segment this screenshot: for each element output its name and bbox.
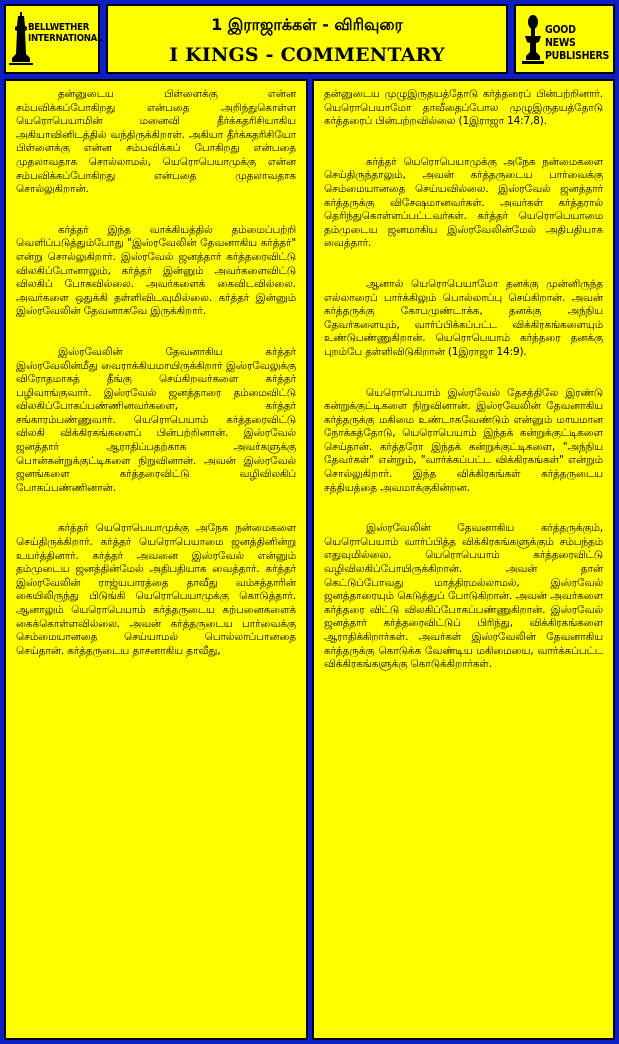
bellwether-logo-box — [4, 4, 103, 74]
left-paragraph-1: தன்னுடைய பிள்ளைக்கு என்ன சம்பவிக்கப்போகிறது என்பதை அறிந்துகொள்ள யெரொபெயாமின் மனைவி தீர்க்கதரிசியாகிய அகியாவினிடத்தில் வந்திருக்கிறாள். அகியா தீர்க்கதரிசியோ பிள்ளைக்கு என்ன சம்பவிக்கப் போகிறது என்பதை முதலாவதாக சொல்லாமல், யெரொபெயாமுக்கு என்ன சம்பவிக்கப்போகிறது என்பதை முதலாவதாக சொல்லுகிறான். — [16, 88, 296, 196]
right-paragraph-1: தன்னுடைய முழுஇருதயத்தோடு கர்த்தரைப் பின்பற்றினார். யெரொபெயாமோ தாவீதைப்போல முழுஇருதயத்தோடு கர்த்தரைப் பின்பற்றவில்லை (1இராஜா 14:7,8). — [324, 88, 603, 128]
good-news-logo-box — [514, 4, 615, 74]
right-paragraph-2: கர்த்தர் யெரொபெயாமுக்கு அநேக நன்மைகளை செய்திருந்தாலும், அவன் கர்த்தருடைய பார்வைக்கு செம்மையானதை செய்யவில்லை. இஸ்ரவேல் ஜனத்தார் கர்த்தருக்கு விசேஷமானவர்கள். அவர்கள் கர்த்தரால் தெரிந்துகொள்ளப்பட்டவர்கள். கர்த்தர் யெரொபெயாமை தம்முடைய ஜனமாகிய இஸ்ரவேலின்மேல் அதிபதியாக வைத்தார். — [324, 155, 603, 250]
logo-left-line-2: INTERNATIONAL — [28, 33, 103, 44]
right-paragraph-3: ஆனால் யெரொபெயாமோ தனக்கு முன்னிருந்த எல்லாரைப் பார்க்கிலும் பொல்லாப்பு செய்கிறான். அவன் கர்த்தருக்கு கோபமுண்டாக்க, தனக்கு அந்நிய தேவர்களையும், வார்ப்பிக்கப்பட்ட விக்கிரகங்களையும் உண்டுபண்ணுகிறான். யெரொபெயாம் கர்த்தரை தனக்கு புறம்பே தள்ளிவிடுகிறான் (1இராஜா 14:9). — [324, 277, 603, 358]
right-paragraph-4: யெரொபெயாம் இஸ்ரவேல் தேசத்திலே இரண்டு கன்றுக்குட்டிகளை நிறுவினான். இஸ்ரவேலின் தேவனாகிய கர்த்தருக்கு மகிமை உண்டாகவேண்டும் என்னும் மாயமான நோக்கத்தோடு, யெரொபெயாம் இந்தக் கன்றுக்குட்டிகளை செய்தான். கர்த்தரோ இந்தக் கன்றுக்குட்டிகளை, "அந்நிய தேவர்கள்" என்றும், "வார்க்கப்பட்ட விக்கிரகங்கள்" என்றும் சொல்லுகிறார். இந்த விக்கிரகங்கள் கர்த்தருடைய சத்தியத்தை அவமாக்குகின்றன. — [324, 386, 603, 494]
logo-left-line-1: BELLWETHER — [28, 22, 90, 33]
good-news-logo-text — [545, 23, 609, 62]
right-column — [312, 79, 615, 1040]
left-paragraph-4: கர்த்தர் யெரொபெயாமுக்கு அநேக நன்மைகளை செய்திருக்கிறார். கர்த்தர் யெரொபெயாமை ஜனத்தினின்று உயர்த்தினார். கர்த்தர் அவனை இஸ்ரவேல் என்னும் தம்முடைய ஜனத்தின்மேல் அதிபதியாக வைத்தார். கர்த்தர் இஸ்ரவேலின் ராஜ்யபாரத்தை தாவீது வம்சத்தாரின் கையிலிருந்து பிடுங்கி யெரொபெயாமுக்கு கொடுத்தார். ஆனாலும் யெரொபெயாம் கர்த்தருடைய கற்பனைகளைக் கைக்கொள்ளவில்லை. அவன் கர்த்தருடைய பார்வைக்கு செம்மையானதை செய்யாமல் பொல்லாப்பானதை செய்தான். கர்த்தருடைய தாசனாகிய தாவீது, — [16, 522, 296, 657]
page-title-tamil: 1 இராஜாக்கள் - விரிவுரை — [211, 15, 403, 34]
left-paragraph-2: கர்த்தர் இந்த வாக்கியத்தில் தம்மைப்பற்றி வெளிப்படுத்தும்போது "இஸ்ரவேலின் தேவனாகிய கர்த்தர்" என்று சொல்லுகிறார். இஸ்ரவேல் ஜனத்தார் கர்த்தரைவிட்டு விலகிப்போனாலும், கர்த்தர் இன்னும் அவர்களைவிட்டு விலகிப் போகவில்லை. அவர்களைக் கைவிடவில்லை. அவர்களை ஒதுக்கி தள்ளிவிடவுமில்லை. கர்த்தர் இன்னும் இஸ்ரவேலின் தேவனாகவே இருக்கிறார். — [16, 223, 296, 318]
left-paragraph-3: இஸ்ரவேலின் தேவனாகிய கர்த்தர் இஸ்ரவேலின்மீது வைராக்கியமாயிருக்கிறார் இஸ்ரவேலுக்கு விரோதமாகத் தீங்கு செய்கிறவர்களை கர்த்தர் பழிவாங்குவார். இஸ்ரவேல் ஜனத்தாரை தம்மைவிட்டு விலகிப்போகப்பண்ணினவர்களை, கர்த்தர் சங்காரம்பண்ணுவார். யெரொபெயாம் கர்த்தரைவிட்டு விலகி விக்கிரகங்களைப் பின்பற்றினான். இஸ்ரவேல் ஜனத்தார் ஆராதிப்பதற்காக அவர்களுக்கு பொன்கன்றுக்குட்டிகளை நிறுவினான். அவன் இஸ்ரவேல் ஜனங்களை கர்த்தரைவிட்டு வழிவிலகிப் போகப்பண்ணினான். — [16, 345, 296, 494]
logo-right-line-1: GOOD NEWS — [545, 23, 576, 49]
right-paragraph-5: இஸ்ரவேலின் தேவனாகிய கர்த்தருக்கும், யெரொபெயாம் வார்ப்பித்த விக்கிரகங்களுக்கும் சம்பந்தம் எதுவுமில்லை. யெரொபெயாம் கர்த்தரைவிட்டு வழிவிலகிப்போயிருக்கிறான். அவன் தான் கெட்டுப்போவது மாத்திரமல்லாமல், இஸ்ரவேல் ஜனத்தாரையும் கெடுத்துப் போடுகிறான். அவன் அவர்களை கர்த்தரை விட்டு விலகிப்போகப்பண்ணுகிறான். இஸ்ரவேல் ஜனத்தார் கர்த்தரைவிட்டுப் பிரிந்து, விக்கிரகங்களை ஆராதிக்கிறார்கள். அவர்கள் இஸ்ரவேலின் தேவனாகிய கர்த்தருக்கு கொடுக்க வேண்டிய மகிமையை, வார்க்கப்பட்ட விக்கிரகங்களுக்கு கொடுக்கிறார்கள். — [324, 522, 603, 671]
title-box — [106, 4, 508, 74]
bellwether-logo-text — [28, 22, 102, 44]
left-column — [4, 79, 308, 1040]
logo-right-line-2: PUBLISHERS — [545, 49, 610, 62]
page-title-english: I KINGS - COMMENTARY — [169, 44, 445, 66]
